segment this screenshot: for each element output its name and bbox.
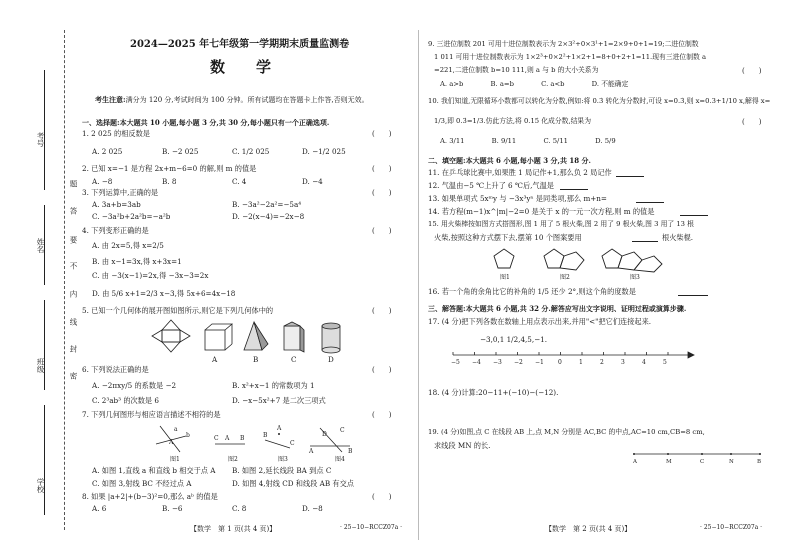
q13: 13. 如果单项式 5xᵐy 与 −3x³yⁿ 是同类项,那么 m+n= [428,194,607,203]
q10-options: A. 3/11 B. 9/11 C. 5/11 D. 5/9 [440,137,616,145]
q3-option-a: A. 3a+b=3ab [92,200,141,209]
svg-text:B: B [263,432,268,439]
q1-option-d: D. −1/2 025 [302,147,346,156]
q1-stem: 1. 2 025 的相反数是 [82,129,150,138]
q9-line1: 9. 三进位制数 201 可用十进位制数表示为 2×3²+0×3¹+1=2×9+0+1=19;二进位制数 [428,40,699,48]
svg-text:b: b [186,432,190,439]
axis-tick-label: 0 [558,359,562,366]
q10-line1: 10. 我们知道,无限循环小数都可以转化为分数,例如:将 0.3̇ 转化为分数时,可设 x=0.3̇,则 x=0.3+1/10 x,解得 x= [428,97,771,105]
seal-char: 线 [69,318,78,326]
q6-stem: 6. 下列说法正确的是 [82,365,149,374]
axis-tick-label: −3 [493,359,502,366]
q5-label-b: B [253,355,259,364]
notice-text: 满分为 120 分,考试时间为 100 分钟。所有试题均在答题卡上作答,否则无效。 [125,96,369,104]
q4-option-b: B. 由 x−1=3x,得 x+3x=1 [92,257,182,266]
answer-paren[interactable]: ( ) [372,493,392,501]
q7-stem: 7. 下列几何图形与相应语言描述不相符的是 [82,410,221,419]
q7-fig2-label: 图2 [228,456,238,463]
school-field[interactable] [44,405,45,515]
axis-tick-label: 5 [663,359,667,366]
svg-text:A: A [169,439,174,446]
q6-option-d: D. −x−5x²+7 是二次三项式 [232,396,326,405]
axis-tick-label: 4 [642,359,646,366]
axis-tick-label: −4 [472,359,481,366]
q6-option-c: C. 2³ab³ 的次数是 6 [92,396,159,405]
q11: 11. 在乒乓球比赛中,如果胜 1 局记作+1,那么负 2 局记作 [428,168,612,177]
answer-paren[interactable]: ( ) [372,411,392,419]
exam-no-label: 考号 [36,132,45,147]
q17-numbers: −3,0,1 1/2,4,5,−1. [480,335,548,344]
q19-point-m: M [666,459,672,465]
svg-text:B: B [240,435,245,442]
section3-heading: 三、解答题:本大题共 6 小题,共 32 分.解答应写出文字说明、证明过程或演算步骤. [428,304,687,313]
footer-right: 【数学 第 2 页(共 4 页)】 [545,525,632,533]
seal-char: 密 [69,372,78,380]
svg-text:C: C [290,440,295,447]
q8-stem: 8. 如果 |a+2|+(b−3)²=0,那么 aᵇ 的值是 [82,492,218,501]
svg-text:A: A [225,435,230,442]
answer-paren[interactable]: ( ) [742,67,762,75]
answer-paren[interactable]: ( ) [372,307,392,315]
q7-fig4-label: 图4 [335,456,345,463]
axis-tick-label: 1 [579,359,583,366]
q5-label-c: C [291,355,297,364]
footer-right-code: · 25−10−RCCZ07a · [700,524,763,531]
q3-option-b: B. −3a²−2a²=−5a⁴ [232,200,302,209]
answer-paren[interactable]: ( ) [372,165,392,173]
q19-point-c: C [700,459,705,465]
svg-text:D: D [322,431,327,438]
q15-line3: 根火柴棍. [662,233,694,242]
axis-tick-label: −2 [514,359,523,366]
svg-text:a: a [174,426,178,433]
q9-options: A. a>b B. a=b C. a<b D. 不能确定 [440,80,629,88]
seal-char: 内 [69,290,78,298]
q17-line1: 17. (4 分)把下列各数在数轴上用点表示出来,并用"<"把它们连接起来. [428,317,652,326]
q1-option-b: B. −2 025 [162,147,199,156]
answer-paren[interactable]: ( ) [372,227,392,235]
q4-stem: 4. 下列变形正确的是 [82,226,149,235]
q3-option-d: D. −2(x−4)=−2x−8 [232,212,305,221]
q7-fig1-label: 图1 [170,456,180,463]
q19-point-a: A [633,459,637,465]
q1-option-c: C. 1/2 025 [232,147,270,156]
q3-stem: 3. 下列运算中,正确的是 [82,188,159,197]
q7-option-c: C. 如图 3,射线 BC 不经过点 A [92,479,192,488]
q9-line3: =221,二进位制数 b=10 111,则 a 与 b 的大小关系为 [434,66,599,74]
footer-left-code: · 25−10−RCCZ07a · [340,524,403,531]
footer-left: 【数学 第 1 页(共 4 页)】 [190,525,277,533]
name-label: 姓名 [36,238,45,253]
q14-blank[interactable] [680,215,708,216]
binding-line [64,30,65,530]
q2-option-a: A. −8 [92,177,113,186]
q11-blank[interactable] [616,176,644,177]
q7-option-d: D. 如图 4,射线 CD 和线段 AB 有交点 [232,479,354,488]
q7-option-a: A. 如图 1,直线 a 和直线 b 相交于点 A [92,466,216,475]
q2-option-d: D. −4 [302,177,323,186]
seal-char: 封 [69,345,78,353]
q4-option-d: D. 由 5/6 x+1=2/3 x−3,得 5x+6=4x−18 [92,289,236,298]
notice [95,95,369,105]
name-field[interactable] [44,205,45,285]
q15-line2: 火柴,按照这种方式摆下去,摆第 10 个图案要用 [434,233,582,242]
q8-option-c: C. 8 [232,504,247,513]
axis-tick-label: −5 [451,359,460,366]
q7-fig3-label: 图3 [278,456,288,463]
q9-line2: 1 011 可用十进位制数表示为 1×2³+0×2²+1×2+1=8+0+2+1=11.现有三进位制数 a [434,53,707,61]
q18: 18. (4 分)计算:20−11+(−10)−(−12). [428,388,559,397]
notice-label: 考生注意: [95,95,126,104]
svg-text:C: C [214,435,219,442]
q19-point-b: B [757,459,762,465]
q8-option-d: D. −8 [302,504,323,513]
svg-text:A: A [309,448,314,455]
class-field[interactable] [44,300,45,390]
exam-no-field[interactable] [44,70,45,190]
subject-title: 数 学 [210,58,280,76]
q3-option-c: C. −3a²b+2a²b=−a²b [92,212,171,221]
q15-blank[interactable] [632,241,658,242]
q14: 14. 若方程(m−1)x^|m|−2=0 是关于 x 的一元一次方程,则 m 的值是 [428,207,655,216]
answer-paren[interactable]: ( ) [742,118,762,126]
q15-fig1-label: 图1 [500,274,510,281]
q5-stem: 5. 已知一个几何体的展开图如图所示,则它是下列几何体中的 [82,306,274,315]
svg-text:B: B [348,448,353,455]
axis-tick-label: 3 [621,359,625,366]
seal-char: 不 [69,262,78,270]
class-label: 班级 [36,358,45,373]
section2-heading: 二、填空题:本大题共 6 小题,每小题 3 分,共 18 分. [428,156,591,165]
q4-option-c: C. 由 −3(x−1)=2x,得 −3x−3=2x [92,271,209,280]
q6-option-a: A. −2πxy/5 的系数是 −2 [92,381,177,390]
q2-stem: 2. 已知 x=−1 是方程 2x+m−6=0 的解,则 m 的值是 [82,164,257,173]
axis-tick-label: 2 [600,359,604,366]
exam-title: 2024—2025 年七年级第一学期期末质量监测卷 [130,39,350,50]
q15-fig2-label: 图2 [560,274,570,281]
seal-char: 要 [69,236,78,244]
seal-char: 题 [69,180,78,188]
q19-segment [630,448,765,458]
seal-char: 答 [69,207,78,215]
q2-option-b: B. 8 [162,177,177,186]
q6-option-b: B. x²+x−1 的常数项为 1 [232,381,315,390]
q17-number-line [448,347,698,371]
q15-line1: 15. 用火柴棒按如图方式搭图形,图 1 用了 5 根火柴,图 2 用了 9 根火柴,图 3 用了 13 根 [428,220,694,228]
q16-blank[interactable] [678,295,708,296]
q1-option-a: A. 2 025 [92,147,123,156]
q15-matchstick-figures [490,246,690,274]
answer-paren[interactable]: ( ) [372,130,392,138]
q5-label-a: A [212,355,218,364]
q12-blank[interactable] [560,189,588,190]
answer-paren[interactable]: ( ) [372,189,392,197]
q7-option-b: B. 如图 2,延长线段 BA 到点 C [232,466,332,475]
q5-figures [150,318,355,360]
q8-option-a: A. 6 [92,504,107,513]
q12: 12. 气温由−5 ℃上升了 6 ℃后,气温是 [428,181,554,190]
q10-line2: 1/3,即 0.3̇=1/3.仿此方法,将 0.15̇ 化成分数,结果为 [434,117,591,125]
q15-fig3-label: 图3 [630,274,640,281]
q8-option-b: B. −6 [162,504,183,513]
school-label: 学校 [36,478,45,493]
svg-text:A: A [277,425,282,432]
q16: 16. 若一个角的余角比它的补角的 1/5 还少 2°,则这个角的度数是 [428,287,636,296]
q5-label-d: D [328,355,334,364]
q4-option-a: A. 由 2x=5,得 x=2/5 [92,241,164,250]
svg-text:C: C [340,427,345,434]
q19-line1: 19. (4 分)如图,点 C 在线段 AB 上,点 M,N 分别是 AC,BC 的中点,AC=10 cm,CB=8 cm, [428,428,705,436]
page-divider [418,30,419,540]
q19-line2: 求线段 MN 的长. [434,441,491,450]
answer-paren[interactable]: ( ) [372,366,392,374]
q7-figures [120,422,360,458]
q19-point-n: N [729,459,734,465]
axis-tick-label: −1 [535,359,544,366]
q2-option-c: C. 4 [232,177,247,186]
section1-heading: 一、选择题:本大题共 10 小题,每小题 3 分,共 30 分,每小题只有一个正确选项. [82,118,330,127]
q13-blank[interactable] [636,202,664,203]
